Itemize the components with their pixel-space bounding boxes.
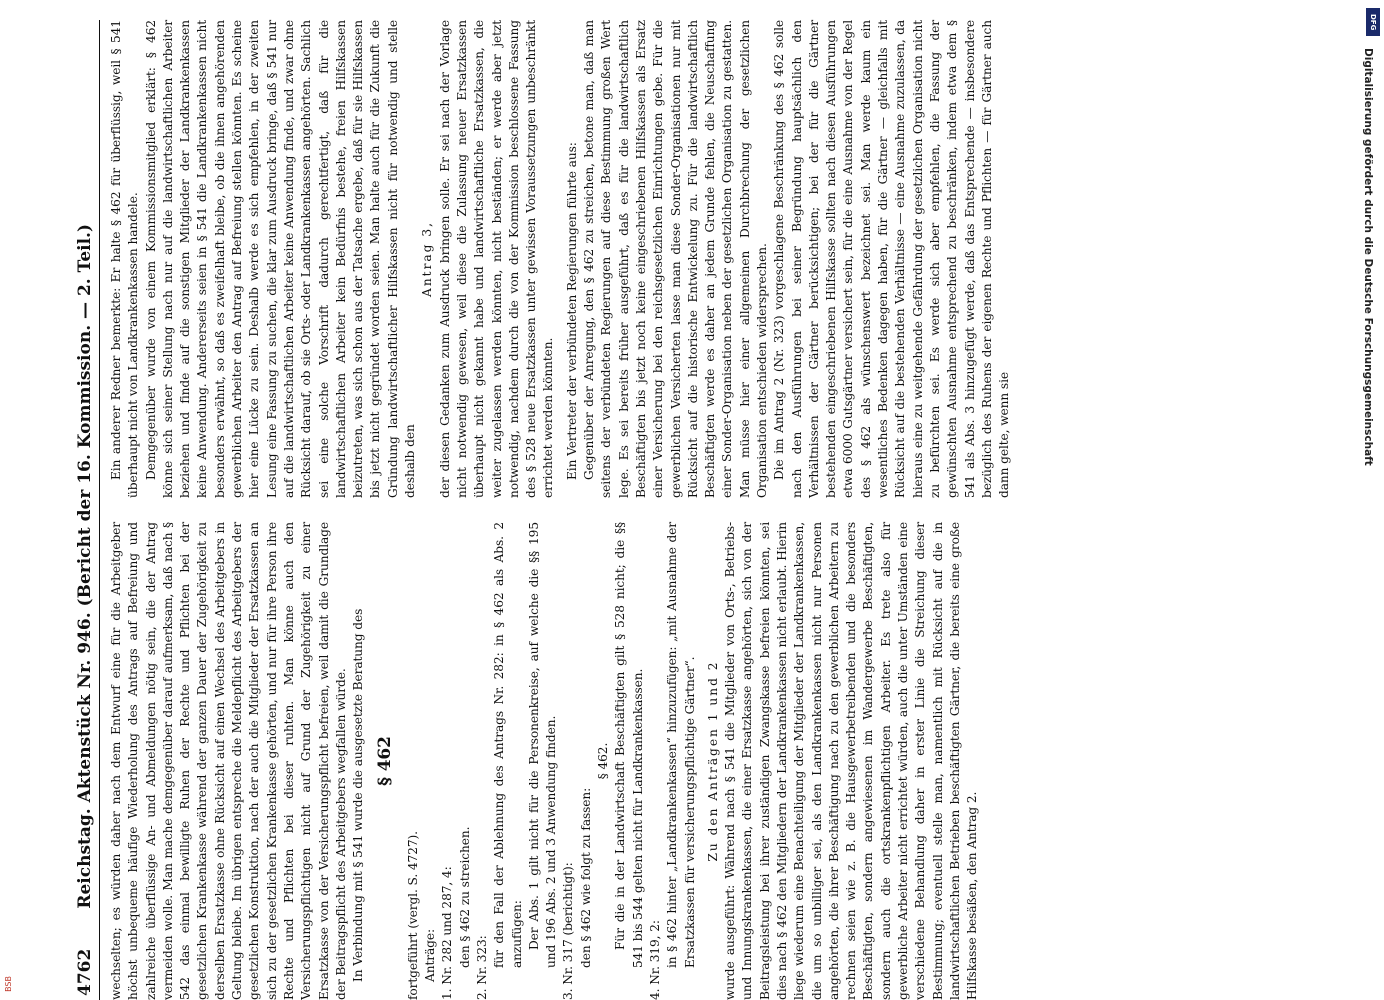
credit-text: Digitalisierung gefördert durch die Deutsche Forschungsgemeinschaft (1362, 48, 1374, 466)
dfg-logo: DFG (1366, 8, 1380, 36)
digitization-credit (1360, 8, 1382, 988)
subheading: Antrag 3, (420, 221, 435, 297)
paragraph: Die im Antrag 2 (Nr. 323) vorgeschlagene Beschränkung des § 462 solle nach den Ausführungen bei seiner Begründung hauptsächlich den Verhältnissen der Gärtner berücksichtigen; bei der für die Gärtner bestehenden eingeschriebenen Hilfskasse sollten nach diesen Ausführungen etwa 6000 Gutsgärtner versichert sein, für die eine Ausnahme von der Regel des § 462 als wünschenswert bezeichnet sei. Man werde kaum ein wesentliches Bedenken dagegen haben, für die Gärtner — gleichfalls mit Rücksicht auf die bestehenden Verhältnisse — eine Ausnahme zuzulassen, da hieraus eine zu weitgehende Gefährdung der gesetzlichen Organisation nicht zu befürchten sei. Es werde sich aber empfehlen, die Fassung der gewünschten Ausnahme entsprechend zu beschränken, indem etwa dem § 541 als Abs. 3 hinzugefügt werde, daß das Entsprechende — insbesondere bezüglich des Ruhens der eigenen Rechte und Pflichten — für Gärtner auch dann gelte, wenn sie (772, 20, 1012, 498)
motion-4-text: in § 462 hinter „Landkrankenkassen“ hinzuzufügen: „mit Ausnahme der Ersatzkassen für versicherungspflichtige Gärtner“. (665, 522, 697, 968)
motions-heading: Anträge: (423, 929, 438, 982)
text-columns (108, 20, 1288, 1000)
paragraph: Ein Vertreter der verbündeten Regierungen führte aus: (564, 142, 579, 480)
motion-3: 3. Nr. 317 (berichtigt): (561, 862, 576, 1000)
left-column (108, 522, 1288, 1000)
motion-2-quote: Der Abs. 1 gilt nicht für die Personenkreise, auf welche die §§ 195 und 196 Abs. 2 und 3 Anwendung finden. (526, 522, 559, 968)
paragraph: In Verbindung mit § 541 wurde die ausgesetzte Beratung des (351, 608, 366, 982)
paragraph: fortgeführt (vergl. S. 4727). (405, 831, 420, 1000)
paragraph: Demgegenüber wurde von einem Kommissionsmitglied erklärt: § 462 könne sich seiner Stellung nach nur auf die landwirtschaftlichen Arbeiter beziehen und finde auf die sonstigen Mitglieder der Landkrankenkassen keine Anwendung. Andererseits seien in § 541 die Landkrankenkassen nicht besonders erwähnt, so daß es zweifelhaft bleibe, ob die ihnen angehörenden gewerblichen Arbeiter den Antrag auf Befreiung stellen könnten. Es scheine hier eine Lücke zu sein. Deshalb werde es sich empfehlen, in der zweiten Lesung eine Fassung zu suchen, die klar zum Ausdruck bringe, daß § 541 nur auf die landwirtschaftlichen Arbeiter keine Anwendung finde, und zwar ohne Rücksicht darauf, ob sie Orts- oder Landkrankenkassen angehörten. Sachlich sei eine solche Vorschrift dadurch gerechtfertigt, daß für die landwirtschaftlichen Arbeiter kein Bedürfnis bestehe, freien Hilfskassen beizutreten, was sich schon aus der Tatsache ergebe, daß für sie Hilfskassen bis jetzt nicht gegründet worden seien. Man halte auch für die Zukunft die Gründung landwirtschaftlicher Hilfskassen nicht für notwendig und stelle deshalb den (143, 20, 418, 498)
running-title: Reichstag. Aktenstück Nr. 946. (Bericht der 16. Kommission. — 2. Teil.) (75, 223, 95, 909)
motion-3-text: den § 462 wie folgt zu fassen: (578, 787, 593, 968)
library-mark: BSB (4, 976, 13, 992)
paragraph: Ein anderer Redner bemerkte: Er halte § 462 für überflüssig, weil § 541 überhaupt nicht von Landkrankenkassen handele. (109, 20, 141, 498)
section-heading: § 462 (375, 736, 396, 786)
motion-2-text: für den Fall der Ablehnung des Antrags Nr. 282: in § 462 als Abs. 2 anzufügen: (492, 522, 524, 968)
paragraph: Gegenüber der Anregung, den § 462 zu streichen, betone man, daß man seitens der verbündeten Regierungen auf diese Bestimmung großen Wert lege. Es sei bereits früher ausgeführt, daß es für die landwirtschaftlich Beschäftigten bis jetzt noch keine eingeschriebenen Hilfskassen als Ersatz einer Versicherung bei den reichsgesetzlichen Einrichtungen gebe. Für die gewerblichen Versicherten lasse man diese Sonder-Organisationen nur mit Rücksicht auf die historische Entwickelung zu. Für die landwirtschaftlich Beschäftigten werde es daher an jedem Grunde fehlen, die Neuschaffung einer Sonder-Organisation neben der gesetzlichen Organisation zu gestatten. Man müsse hier einer allgemeinen Durchbrechung der gesetzlichen Organisation entschieden widersprechen. (582, 20, 769, 498)
page-header (60, 20, 100, 1000)
subheading: Zu den Anträgen 1 und 2 (705, 660, 720, 862)
paragraph: wechselten; es würden daher nach dem Entwurf eine für die Arbeitgeber höchst unbequeme häufige Wiederholung des Antrags auf Befreiung und zahlreiche überflüssige An- und Abmeldungen nötig sein, die der Antrag vermeiden wolle. Man mache demgegenüber darauf aufmerksam, daß nach § 542 das einmal bewilligte Ruhen der Rechte und Pflichten bei der gesetzlichen Krankenkasse während der ganzen Dauer der Zugehörigkeit zu derselben Ersatzkasse ohne Rücksicht auf einen Wechsel des Arbeitgebers in Geltung bleibe. Im übrigen entspreche die Meldepflicht des Arbeitgebers der gesetzlichen Konstruktion, nach der auch die Mitglieder der Ersatzkassen an sich zu der gesetzlichen Krankenkasse gehörten, und nur für ihre Person ihre Rechte und Pflichten bei dieser ruhten. Man könne auch den Versicherungspflichtigen nicht auf Grund der Zugehörigkeit zu einer Ersatzkasse von der Versicherungspflicht befreien, weil damit die Grundlage der Beitragspflicht des Arbeitgebers wegfallen würde. (109, 522, 348, 1000)
motion-2: 2. Nr. 323: (474, 935, 489, 1000)
motion-3-heading: § 462. (596, 742, 611, 780)
motion-1: 1. Nr. 282 und 287, 4: (440, 866, 455, 1000)
paragraph: wurde ausgeführt: Während nach § 541 die Mitglieder von Orts-, Betriebs- und Innungskrankenkassen, die einer Ersatzkasse angehörten, sich von der Beitragsleistung bei ihrer zuständigen Zwangskasse befreien könnten, sei dies nach § 462 den Mitgliedern der Landkrankenkassen nicht erlaubt. Hierin liege wiederum eine Benachteiligung der Mitglieder der Landkrankenkassen, die um so unbilliger sei, als den Landkrankenkassen nicht nur Personen angehörten, die ihrer Beschäftigung nach zu den gewerblichen Arbeitern zu rechnen seien wie z. B. die Hausgewerbetreibenden und die besonders Beschäftigten, sondern angewiesenen im Wandergewerbe Beschäftigten, sondern auch die ortskrankenpflichtigen Arbeiter. Es trete also für gewerbliche Arbeiter nicht errichtet würden, auch die unter Umständen eine verschiedene Behandlung daher in erster Linie die Streichung dieser Bestimmung; eventuell stelle man, namentlich mit Rücksicht auf die in landwirtschaftlichen Betrieben beschäftigten Gärtner, die bereits eine große Hilfskasse besäßen, den Antrag 2. (723, 522, 980, 1000)
page-number: 4762 (75, 948, 95, 996)
document-page (60, 20, 1290, 1000)
right-column (108, 20, 1288, 498)
motion-4: 4. Nr. 319, 2: (647, 920, 662, 1000)
motion-3-quote: Für die in der Landwirtschaft Beschäftigten gilt § 528 nicht; die §§ 541 bis 544 gelten nicht für Landkrankenkassen. (613, 522, 645, 968)
paragraph: der diesen Gedanken zum Ausdruck bringen solle. Er sei nach der Vorlage nicht notwendig gewesen, weil diese die Zulassung neuer Ersatzkassen überhaupt nicht gekannt habe und landwirtschaftliche Ersatzkassen, die weiter zugelassen werden könnten, nicht beständen; er werde aber jetzt notwendig, nachdem durch die von der Kommission beschlossene Fassung des § 528 neue Ersatzkassen unter gewissen Voraussetzungen unbeschränkt errichtet werden könnten. (437, 20, 556, 498)
motion-1-text: den § 462 zu streichen. (457, 826, 472, 968)
